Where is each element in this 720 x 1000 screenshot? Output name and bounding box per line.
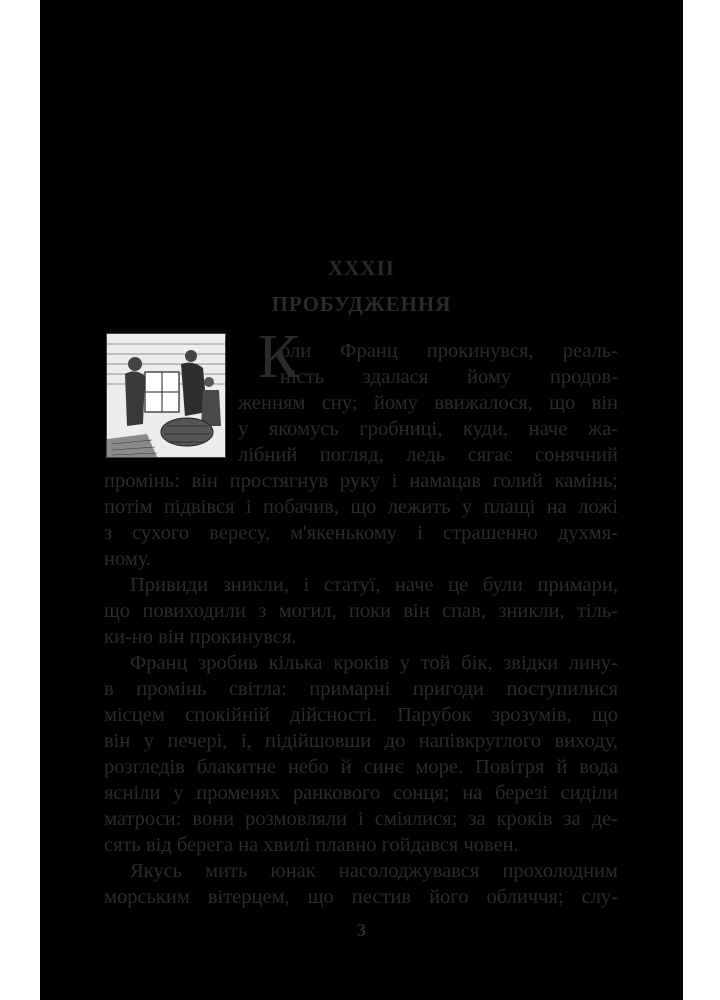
text-line: женням сну; йому ввижалося, що він xyxy=(238,392,618,414)
text-line: розгледів блакитне небо й синє море. Повітря й вода xyxy=(104,756,618,778)
text-line: ки-но він прокинувся. xyxy=(104,626,297,648)
text-line: матроси: вони розмовляли і сміялися; за кроків за де- xyxy=(104,808,618,830)
text-line: ясніли у променях ранкового сонця; на березі сиділи xyxy=(104,782,618,804)
chapter-title: ПРОБУДЖЕННЯ xyxy=(271,292,452,316)
engraving-image xyxy=(107,334,225,457)
text-line: з сухого вересу, м'якенькому і страшенно духмя- xyxy=(104,522,618,544)
text-line: потім підвівся і побачив, що лежить у плащі на ложі xyxy=(104,496,618,518)
text-line: Привиди зникли, і статуї, наче це були примари, xyxy=(130,574,618,596)
text-line: морським вітерцем, що пестив його обличчя; слу- xyxy=(104,886,618,908)
text-line: сять від берега на хвилі плавно гойдався човен. xyxy=(104,834,519,856)
text-line: місцем спокійній дійсності. Парубок зрозумів, що xyxy=(104,704,618,726)
text-line: ному. xyxy=(104,548,152,570)
book-page xyxy=(40,0,683,1000)
page-number: 3 xyxy=(357,920,366,940)
text-line: Якусь мить юнак насолоджувався прохолодним xyxy=(130,860,618,882)
text-line: оли Франц прокинувся, реаль- xyxy=(280,340,618,362)
left-margin xyxy=(0,0,40,1000)
chapter-number: XXXII xyxy=(328,256,395,280)
chapter-illustration xyxy=(106,333,226,458)
drop-cap: К xyxy=(258,323,300,391)
text-line: у якомусь гробниці, куди, наче жа- xyxy=(238,418,618,440)
text-line: в промінь світла: примарні пригоди поступилися xyxy=(104,678,618,700)
right-margin xyxy=(683,0,720,1000)
text-line: лібний погляд, ледь сягає сонячний xyxy=(238,444,618,466)
text-line: ність здалася йому продов- xyxy=(280,366,618,388)
text-line: промінь: він простягнув руку і намацав голий камінь; xyxy=(104,470,618,492)
text-line: що повиходили з могил, поки він спав, зникли, тіль- xyxy=(104,600,618,622)
text-line: він у печері, і, підійшовши до напівкруглого виходу, xyxy=(104,730,618,752)
text-line: Франц зробив кілька кроків у той бік, звідки лину- xyxy=(130,652,618,674)
